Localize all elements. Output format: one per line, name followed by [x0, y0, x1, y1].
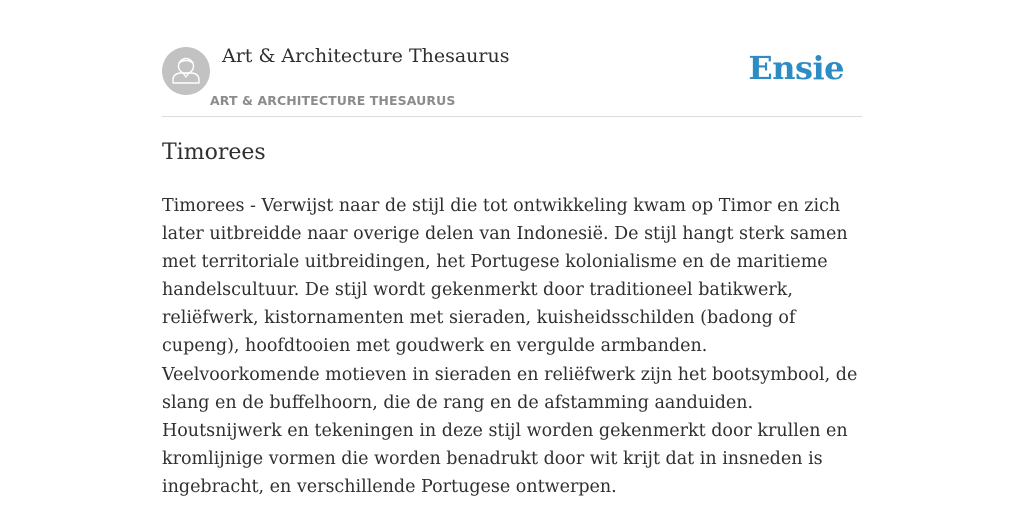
entry-definition: Timorees - Verwijst naar de stijl die tot ontwikkeling kwam op Timor en zich later uitbreidde naar overige delen van Indonesië. De stijl hangt sterk samen met territoriale uitbreidingen, het Portugese kolonialisme en de maritieme handelscultuur. De stijl wordt gekenmerkt door traditioneel batikwerk, reliëfwerk, kistornamenten met sieraden, kuisheidsschilden (badong of cupeng), hoofdtooien met goudwerk en vergulde armbanden. Veelvoorkomende motieven in sieraden en reliëfwerk zijn het bootsymbool, de slang en de buffelhoorn, die de rang en de afstamming aanduiden. Houtsnijwerk en tekeningen in deze stijl worden gekenmerkt door krullen en kromlijnige vormen die worden benadrukt door wit krijt dat in insneden is ingebracht, en verschillende Portugese ontwerpen. [162, 196, 858, 497]
source-title[interactable]: Art & Architecture Thesaurus [222, 45, 510, 67]
source-subtitle[interactable]: ART & ARCHITECTURE THESAURUS [210, 93, 456, 108]
entry-title: Timorees [162, 140, 266, 165]
user-avatar-icon[interactable] [162, 47, 210, 95]
source-header [162, 0, 862, 117]
brand-logo[interactable]: Ensie [748, 49, 844, 87]
